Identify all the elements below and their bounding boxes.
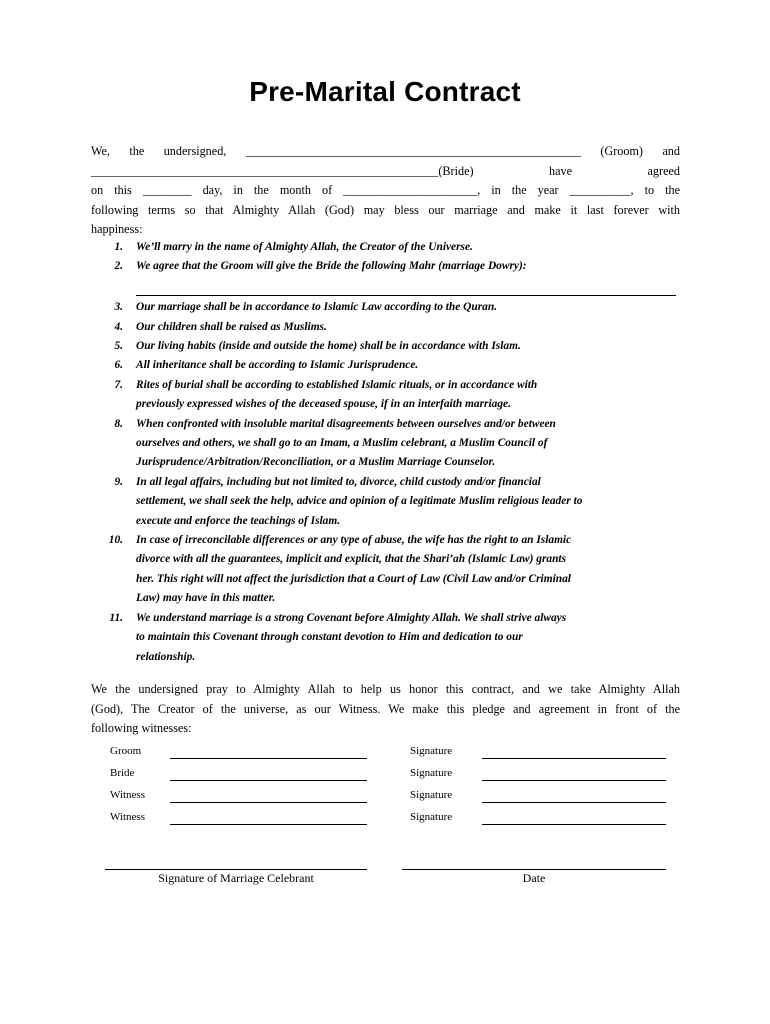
term-item — [91, 337, 691, 356]
term-text-line: execute and enforce the teachings of Islam. — [136, 514, 341, 527]
term-number: 1. — [114, 241, 123, 253]
signature-row-witness-1 — [0, 789, 770, 811]
term-text-line: We agree that the Groom will give the Bride the following Mahr (marriage Dowry): — [136, 260, 527, 273]
term-text-line: her. This right will not affect the jurisdiction that a Court of Law (Civil Law and/or Criminal — [136, 572, 571, 585]
signature-role-label: Groom — [110, 745, 142, 757]
closing-line-1: We the undersigned pray to Almighty Allah to help us honor this contract, and we take Almighty Allah — [91, 682, 680, 696]
term-item — [91, 531, 691, 609]
intro-line-terms: following terms so that Almighty Allah (God) may bless our marriage and make it last forever with — [91, 202, 680, 217]
signature-row-bride — [0, 767, 770, 789]
term-text-line: divorce with all the guarantees, implicit and explicit, that the Shari’ah (Islamic Law) grants — [136, 553, 567, 566]
term-text-line: All inheritance shall be according to Islamic Jurisprudence. — [136, 359, 419, 372]
term-text-line: Jurisprudence/Arbitration/Reconciliation, or a Muslim Marriage Counselor. — [136, 456, 496, 469]
intro-line-groom: We, the undersigned, _______________________________________________________ (Groom) and — [91, 144, 680, 158]
term-number: 7. — [114, 378, 123, 391]
term-text-line: relationship. — [136, 650, 196, 663]
bride-name-line[interactable] — [170, 780, 367, 781]
term-item — [91, 356, 691, 375]
signature-label: Signature — [410, 767, 453, 779]
term-text-line: We’ll marry in the name of Almighty Allah, the Creator of the Universe. — [136, 241, 473, 253]
intro-paragraph — [91, 142, 680, 240]
term-text-line: Our children shall be raised as Muslims. — [136, 320, 327, 333]
date-line[interactable] — [402, 869, 666, 870]
term-text-line: settlement, we shall seek the help, advice and opinion of a legitimate Muslim religious leader to — [136, 495, 583, 508]
signature-row-groom — [0, 745, 770, 767]
term-number: 11. — [109, 611, 123, 624]
signature-label: Signature — [410, 745, 453, 757]
signature-row-witness-2 — [0, 811, 770, 833]
term-item — [91, 376, 691, 415]
celebrant-signature-line[interactable] — [105, 869, 367, 870]
signature-role-label: Bride — [110, 767, 135, 779]
date-label: Date — [522, 871, 546, 885]
term-text-line: We understand marriage is a strong Covenant before Almighty Allah. We shall strive always — [136, 611, 567, 624]
groom-signature-line[interactable] — [482, 758, 666, 759]
signature-role-label: Witness — [110, 811, 145, 823]
term-text-line: Our living habits (inside and outside the home) shall be in accordance with Islam. — [136, 340, 521, 353]
term-text-line: previously expressed wishes of the deceased spouse, if in an interfaith marriage. — [136, 398, 511, 411]
witness-2-name-line[interactable] — [170, 824, 367, 825]
term-text-line: In all legal affairs, including but not limited to, divorce, child custody and/or financial — [136, 475, 541, 488]
term-item — [91, 257, 691, 276]
term-number: 2. — [114, 260, 123, 273]
term-item — [91, 609, 691, 667]
term-item — [91, 415, 691, 473]
signature-label: Signature — [410, 811, 453, 823]
mahr-blank-line[interactable] — [136, 277, 676, 296]
closing-line-3: following witnesses: — [91, 721, 192, 735]
term-text-line: to maintain this Covenant through constant devotion to Him and dedication to our — [136, 631, 523, 644]
term-number: 6. — [114, 359, 123, 372]
term-number: 10. — [108, 534, 123, 547]
term-text-line: When confronted with insoluble marital disagreements between ourselves and/or between — [136, 417, 556, 430]
witness-1-signature-line[interactable] — [482, 802, 666, 803]
witness-2-signature-line[interactable] — [482, 824, 666, 825]
term-number: 5. — [114, 340, 123, 353]
term-item — [91, 298, 691, 317]
witness-1-name-line[interactable] — [170, 802, 367, 803]
term-item — [91, 473, 691, 531]
term-text-line: Our marriage shall be in accordance to Islamic Law according to the Quran. — [136, 301, 498, 314]
term-number: 4. — [114, 320, 123, 333]
bride-signature-line[interactable] — [482, 780, 666, 781]
term-text-line: In case of irreconcilable differences or any type of abuse, the wife has the right to an Islamic — [136, 534, 572, 547]
term-text-line: ourselves and others, we shall go to an Imam, a Muslim celebrant, a Muslim Council of — [136, 437, 548, 450]
page-title: Pre-Marital Contract — [249, 76, 521, 107]
signature-role-label: Witness — [110, 789, 145, 801]
term-text-line: Law) may have in this matter. — [136, 592, 276, 605]
signature-label: Signature — [410, 789, 453, 801]
groom-name-line[interactable] — [170, 758, 367, 759]
term-item — [91, 238, 691, 257]
term-number: 9. — [114, 475, 123, 488]
intro-line-happiness: happiness: — [91, 222, 143, 236]
intro-line-bride: _________________________________________________________(Bride) have agreed — [91, 163, 680, 178]
term-item — [91, 318, 691, 337]
closing-paragraph — [91, 680, 680, 739]
intro-line-date: on this ________ day, in the month of ______________________, in the year __________, to the — [91, 183, 680, 197]
terms-list — [91, 238, 691, 667]
closing-line-2: (God), The Creator of the universe, as our Witness. We make this pledge and agreement in front of the — [91, 701, 680, 716]
term-number: 3. — [114, 301, 123, 314]
term-text-line: Rites of burial shall be according to established Islamic rituals, or in accordance with — [136, 378, 538, 391]
term-number: 8. — [114, 417, 123, 430]
celebrant-signature-label: Signature of Marriage Celebrant — [158, 871, 314, 885]
